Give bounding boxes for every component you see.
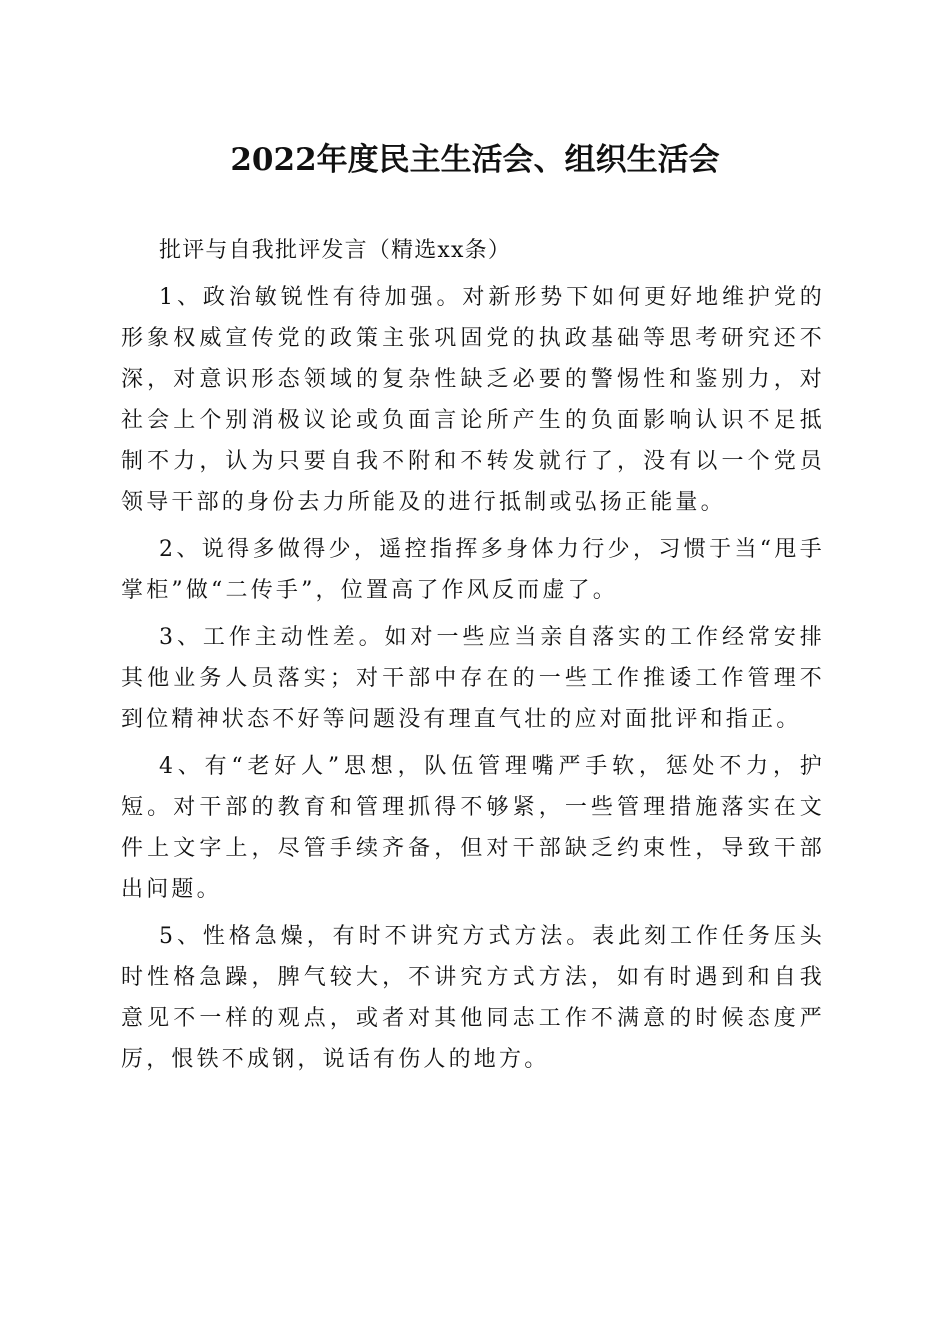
paragraph-5: 5、性格急燥，有时不讲究方式方法。表此刻工作任务压头时性格急躁，脾气较大，不讲究方式方法，如有时遇到和自我意见不一样的观点，或者对其他同志工作不满意的时候态度严厉，恨铁不成钢，说话有伤人的地方。 [121,924,825,1072]
document-body [121,230,825,1080]
paragraph-3: 3、工作主动性差。如对一些应当亲自落实的工作经常安排其他业务人员落实；对干部中存在的一些工作推诿工作管理不到位精神状态不好等问题没有理直气壮的应对面批评和指正。 [121,625,825,732]
paragraph-4: 4、有“老好人”思想，队伍管理嘴严手软，惩处不力，护短。对干部的教育和管理抓得不够紧，一些管理措施落实在文件上文字上，尽管手续齐备，但对干部缺乏约束性，导致干部出问题。 [121,754,825,902]
paragraph-1: 1、政治敏锐性有待加强。对新形势下如何更好地维护党的形象权威宣传党的政策主张巩固党的执政基础等思考研究还不深，对意识形态领域的复杂性缺乏必要的警惕性和鉴别力，对社会上个别消极议论或负面言论所产生的负面影响认识不足抵制不力，认为只要自我不附和不转发就行了，没有以一个党员领导干部的身份去力所能及的进行抵制或弘扬正能量。 [121,285,825,515]
document-subtitle: 批评与自我批评发言（精选xx条） [159,238,512,263]
document-title: 2022年度民主生活会、组织生活会 [230,142,720,178]
paragraph-2: 2、说得多做得少，遥控指挥多身体力行少，习惯于当“甩手掌柜”做“二传手”，位置高了作风反而虚了。 [121,537,825,603]
